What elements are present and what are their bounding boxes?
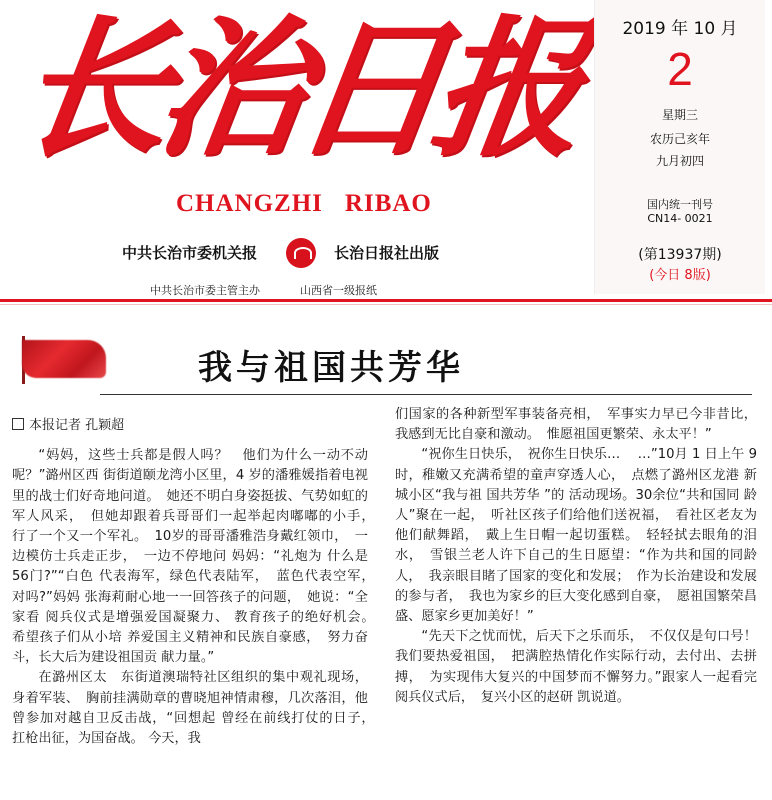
page-count: (今日 8版) bbox=[649, 268, 711, 283]
issue-number: (第13937期) bbox=[638, 247, 722, 263]
flag-icon bbox=[22, 340, 106, 378]
date-lunar-day: 九月初四 bbox=[655, 154, 704, 168]
publisher-line bbox=[122, 240, 602, 266]
sub-right: 山西省一级报纸 bbox=[300, 284, 377, 297]
date-lunar-year: 农历己亥年 bbox=[649, 132, 710, 146]
paragraph: 在潞州区太 东街道澳瑞特社区组织的集中观礼现场，身着军装、 胸前挂满勋章的曹晓旭神情肃穆，几次落泪，他曾参加对越自卫反击战，“回想起 曾经在前线打仗的日子， 扛枪出征，为国奋战。 今天，我 bbox=[12, 670, 382, 747]
square-bullet-icon bbox=[12, 418, 24, 430]
newspaper-logo: 长治日报 bbox=[7, 1, 585, 177]
masthead-rule-thin bbox=[0, 304, 772, 305]
masthead bbox=[0, 0, 772, 300]
paragraph: “先天下之忧而忧，后天下之乐而乐， 不仅仅是句口号！我们要热爱祖国， 把满腔热情化作实际行动，去付出、去拼搏， 为实现伟大复兴的中国梦而不懈努力。”跟家人一起看完阅兵仪式后， 复兴小区的赵研 凯说道。 bbox=[395, 629, 757, 705]
article-column-right bbox=[395, 405, 757, 708]
issn-label: 国内统一刊号 bbox=[647, 198, 713, 211]
pinyin-title bbox=[176, 190, 432, 218]
date-day: 2 bbox=[667, 43, 693, 95]
paragraph: “妈妈，这些士兵都是假人吗？ 他们为什么一动不动呢？”潞州区西 街街道颐龙湾小区里，4 岁的潘雅媛指着电视里的战士们好奇地问道。 她还不明白身姿挺拔、气势如虹的军人风采， 但她却跟着兵哥哥们一起举起肉嘟嘟的小手， 行了一个又一个军礼。 10岁的哥哥潘雅浩身戴红领巾， 一边模仿士兵走正步， 一边不停地问 妈妈：“礼炮为 什么是 56门?”“白色 代表海军，绿色代表陆军， 蓝色代表空军， 对吗?”妈妈 张海莉耐心地一一回答孩子的问题， 她说：“全家看 阅兵仪式是增强爱国凝聚力、 教育孩子的绝好机会。 希望孩子们从小培 养爱国主义精神和民族自豪感， 努力奋斗，长大后为建设祖国贡 献力量。” bbox=[12, 448, 382, 666]
article-headline: 我与祖国共芳华 bbox=[198, 348, 464, 388]
pinyin-changzhi: CHANGZHI bbox=[176, 190, 323, 217]
byline-text: 本报记者 孔颖超 bbox=[29, 418, 125, 433]
publisher-left: 中共长治市委机关报 bbox=[122, 244, 258, 262]
pinyin-ribao: RIBAO bbox=[344, 190, 432, 217]
paragraph: 们国家的各种新型军事装备亮相， 军事实力早已今非昔比，我感到无比自豪和激动。 惟愿祖国更繁荣、永太平！” bbox=[395, 407, 757, 443]
date-box bbox=[594, 0, 765, 294]
date-weekday: 星期三 bbox=[661, 108, 698, 122]
masthead-rule bbox=[0, 299, 772, 302]
headline-rule bbox=[100, 394, 752, 395]
publisher-right: 长治日报社出版 bbox=[334, 244, 440, 262]
issn-code: CN14- 0021 bbox=[647, 212, 713, 225]
newspaper-emblem-icon bbox=[286, 238, 316, 268]
article-column-left bbox=[12, 416, 382, 749]
byline bbox=[12, 416, 368, 436]
date-year-month: 2019 年 10 月 bbox=[622, 19, 738, 39]
sub-publisher-line bbox=[150, 282, 377, 298]
sub-left: 中共长治市委主管主办 bbox=[150, 284, 260, 297]
paragraph: “祝你生日快乐， 祝你生日快乐… …”10月 1 日上午 9时，稚嫩又充满希望的童声穿透人心， 点燃了潞州区龙港 新城小区“我与祖 国共芳华 ”的 活动现场。30余位“共和国同 龄人”聚在一起， 听社区孩子们给他们送祝福， 看社区老友为他们献舞蹈， 戴上生日帽一起切蛋糕。 轻轻拭去眼角的泪水， 雪银兰老人许下自己的生日愿望：“作为共和国的同龄人， 我亲眼目睹了国家的变化和发展； 作为长治建设和发展的参与者， 我也为家乡的巨大变化感到自豪， 愿祖国繁荣昌盛、愿家乡更加美好！” bbox=[395, 447, 757, 625]
